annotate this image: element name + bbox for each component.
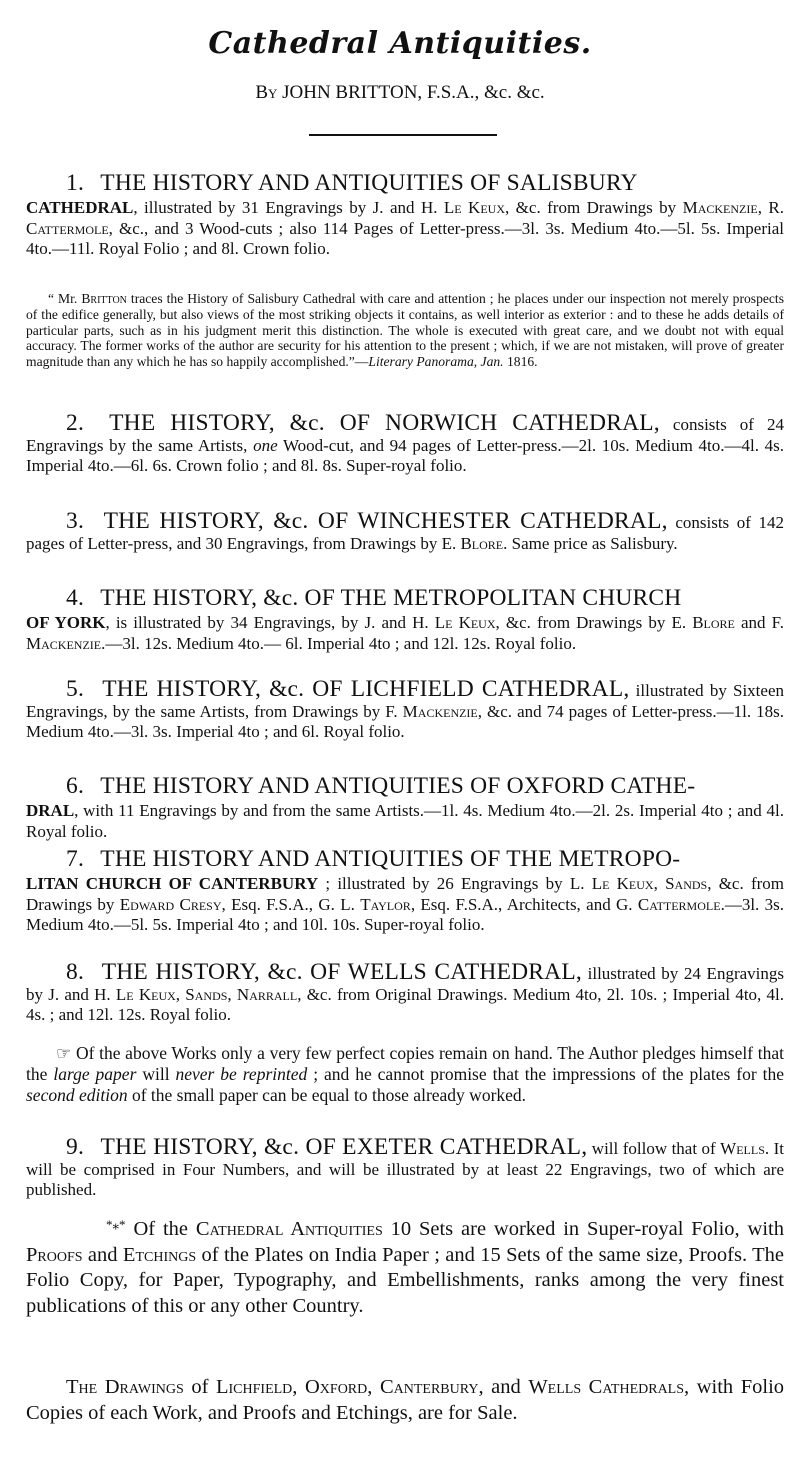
item-number: 1. xyxy=(66,170,85,196)
item-number: 9. xyxy=(66,1134,85,1160)
item-heading: THE HISTORY, &c. OF NORWICH CATHEDRAL, xyxy=(109,410,660,436)
item-heading: THE HISTORY, &c. OF WINCHESTER CATHEDRAL, xyxy=(103,508,668,534)
item-heading: THE HISTORY, &c. OF THE METROPOLITAN CHURCH xyxy=(100,585,682,611)
byline-author: JOHN BRITTON, F.S.A., &c. &c. xyxy=(282,82,545,103)
page-title: Cathedral Antiquities. xyxy=(208,26,592,61)
byline-prefix: By xyxy=(255,82,278,103)
item-body: LITAN CHURCH OF CANTERBURY ; illustrated by 26 Engravings by L. Le Keux, Sands, &c. from Drawings by Edward Cresy, Esq. F.S.A., G. L. Taylor, Esq. F.S.A., Architects, and G. Cattermole.—3l. 3s. Medium 4to.—5l. 5s. Imperial 4to ; and 10l. 10s. Super-royal folio. xyxy=(26,874,784,934)
asterism-icon: *⁎* xyxy=(106,1217,126,1232)
item-body: OF YORK, is illustrated by 34 Engravings, by J. and H. Le Keux, &c. from Drawings by E. Blore and F. Mackenzie.—3l. 12s. Medium 4to.— 6l. Imperial 4to ; and 12l. 12s. Royal folio. xyxy=(26,613,784,653)
quote-year: 1816. xyxy=(503,354,538,370)
sets-note-text: Of the Cathedral Antiquities 10 Sets are worked in Super-royal Folio, with Proofs and Etchings of the Plates on India Paper ; and 15 Sets of the same size, Proofs. The Folio Copy, for Paper, Typography, and Embellishments, ranks among the very finest publications of this or any other Country. xyxy=(26,1218,784,1317)
item-heading: THE HISTORY, &c. OF EXETER CATHEDRAL, xyxy=(100,1134,588,1160)
list-item-lichfield xyxy=(26,676,784,743)
item-body: CATHEDRAL, illustrated by 31 Engravings by J. and H. Le Keux, &c. from Drawings by Mackenzie, R. Cattermole, &c., and 3 Wood-cuts ; also 114 Pages of Letter-press.—3l. 3s. Medium 4to.—5l. 5s. Imperial 4to.—11l. Royal Folio ; and 8l. Crown folio. xyxy=(26,198,784,258)
item-body: illustrated by Sixteen Engravings, by the same Artists, from Drawings by F. Mackenzie, &c. and 74 pages of Letter-press.—1l. 18s. Medium 4to.—3l. 3s. Imperial 4to ; and 6l. Royal folio. xyxy=(26,681,784,741)
item-heading: THE HISTORY, &c. OF LICHFIELD CATHEDRAL, xyxy=(102,676,630,702)
quote-name: Britton xyxy=(81,291,127,306)
item-body: consists of 142 pages of Letter-press, and 30 Engravings, from Drawings by E. Blore. Same price as Salisbury. xyxy=(26,513,785,553)
sets-note xyxy=(26,1217,784,1319)
item-heading: THE HISTORY AND ANTIQUITIES OF SALISBURY xyxy=(100,170,638,196)
item-body: illustrated by 24 Engravings by J. and H. Le Keux, Sands, Narrall, &c. from Original Drawings. Medium 4to, 2l. 10s. ; Imperial 4to, 4l. 4s. ; and 12l. 12s. Royal folio. xyxy=(26,964,785,1024)
item-heading: THE HISTORY AND ANTIQUITIES OF OXFORD CATHE- xyxy=(100,773,696,799)
byline xyxy=(0,82,800,104)
quote-text: traces the History of Salisbury Cathedral with care and attention ; he places under our inspection not merely prospects of the edifice generally, but also views of the most striking objects it contains, as well interior as exterior : and to these he adds details of particular parts, such as in his judgment merit this distinction. The whole is executed with great care, and we doubt not with equal accuracy. The former works of the author are security for his attention to the present ; which, if we are not mistaken, will prove of greater magnitude than any which he has so happily accomplished.”— xyxy=(26,291,784,370)
drawings-note-text: The Drawings of Lichfield, Oxford, Canterbury, and Wells Cathedrals, with Folio Copies of each Work, and Proofs and Etchings, are for Sale. xyxy=(26,1376,785,1424)
list-item-canterbury xyxy=(26,846,784,936)
list-item-winchester xyxy=(26,508,785,554)
list-item-norwich xyxy=(26,410,785,477)
quote-open: “ Mr. xyxy=(48,291,82,306)
quote-source: Literary Panorama, Jan. xyxy=(368,354,504,370)
item-number: 5. xyxy=(66,676,85,702)
item-number: 7. xyxy=(66,846,85,872)
list-item-salisbury xyxy=(26,170,784,260)
item-number: 3. xyxy=(66,508,85,534)
review-quote xyxy=(26,291,784,370)
availability-notice xyxy=(26,1043,784,1106)
item-body: will follow that of Wells. It will be comprised in Four Numbers, and will be illustrated by at least 22 Engravings, two of which are published. xyxy=(26,1139,784,1199)
drawings-note xyxy=(26,1375,784,1426)
item-number: 4. xyxy=(66,585,85,611)
list-item-york xyxy=(26,585,784,654)
pointing-hand-icon: ☞ xyxy=(56,1044,72,1063)
item-body: consists of 24 Engravings by the same Artists, one Wood-cut, and 94 pages of Letter-press.—2l. 10s. Medium 4to.—4l. 4s. Imperial 4to.—6l. 6s. Crown folio ; and 8l. 8s. Super-royal folio. xyxy=(26,415,785,475)
item-heading: THE HISTORY AND ANTIQUITIES OF THE METROPO- xyxy=(100,846,681,872)
list-item-exeter xyxy=(26,1134,784,1201)
item-number: 6. xyxy=(66,773,85,799)
list-item-wells xyxy=(26,959,785,1026)
item-body: DRAL, with 11 Engravings by and from the same Artists.—1l. 4s. Medium 4to.—2l. 2s. Imperial 4to ; and 4l. Royal folio. xyxy=(26,801,784,841)
list-item-oxford xyxy=(26,773,784,842)
title-divider xyxy=(309,134,497,136)
item-number: 8. xyxy=(66,959,85,985)
notice-text: Of the above Works only a very few perfect copies remain on hand. The Author pledges himself that the large paper will never be reprinted ; and he cannot promise that the impressions of the plates for the second edition of the small paper can be equal to those already worked. xyxy=(26,1043,784,1105)
item-heading: THE HISTORY, &c. OF WELLS CATHEDRAL, xyxy=(101,959,582,985)
item-number: 2. xyxy=(66,410,85,436)
